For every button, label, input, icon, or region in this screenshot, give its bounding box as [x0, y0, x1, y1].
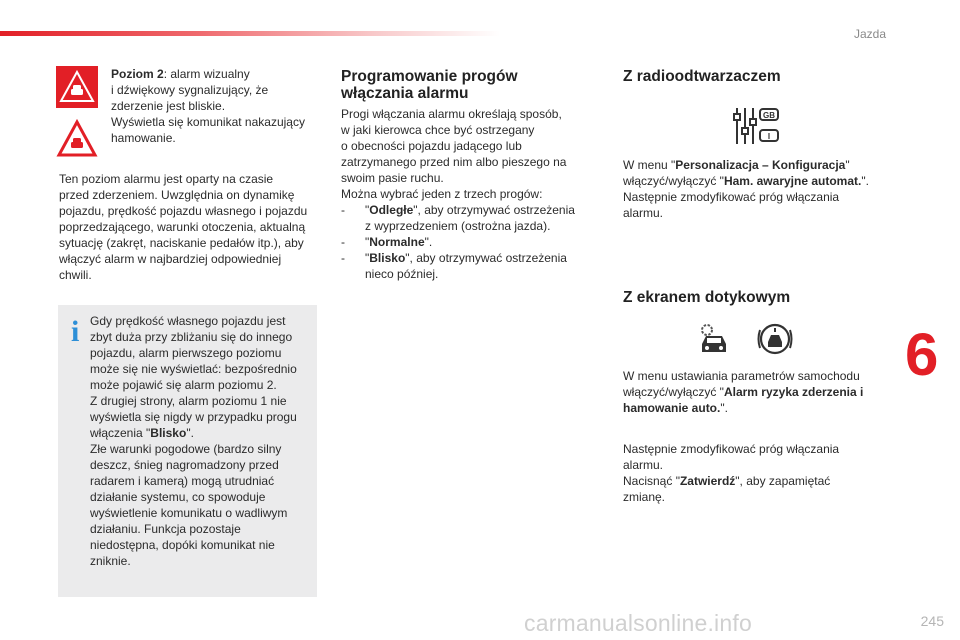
option-line [365, 202, 575, 218]
info-line: działanie systemu, co spowoduje [90, 490, 266, 504]
paragraph-line: sytuację (zakręt, naciskanie pedałów itp.), aby [59, 236, 304, 250]
paragraph-line: w jaki kierowca chce być ostrzegany [341, 123, 535, 137]
option-rest: ", aby otrzymywać ostrzeżenia [413, 203, 575, 217]
paragraph-line: zatrzymanego przed nim albo pieszego na [341, 155, 567, 169]
option-name: Normalne [369, 235, 425, 249]
info-note-text [90, 313, 310, 569]
info-line: może się nie wyświetlać: bezpośrednio [90, 362, 297, 376]
watermark: carmanualsonline.info [524, 610, 752, 636]
option-line [365, 250, 567, 266]
touchscreen-instructions [623, 368, 893, 416]
paragraph-line [623, 384, 893, 400]
radio-badge-top: GB [763, 111, 775, 120]
alarm-timing-paragraph [59, 171, 319, 283]
menu-name: Personalizacja – Konfiguracja [675, 158, 846, 172]
heading-line: Programowanie progów [341, 68, 518, 85]
paragraph-line: o obecności pojazdu jadącego lub [341, 139, 522, 153]
audio-settings-icon [731, 106, 781, 146]
header-accent-bar [0, 31, 500, 36]
paragraph-line: pojazdu, prędkość pojazdu własnego i pojazdu [59, 204, 308, 218]
info-icon: i [71, 315, 80, 348]
text-part: ", aby zapamiętać [735, 474, 831, 488]
collision-brake-icon [756, 322, 794, 356]
paragraph-line: Można wybrać jeden z trzech progów: [341, 187, 543, 201]
function-name: Alarm ryzyka zderzenia i [723, 385, 864, 399]
confirm-instructions [623, 441, 893, 505]
info-line: działaniu. Funkcja pozostaje [90, 522, 241, 536]
thresholds-text [341, 106, 581, 282]
info-line: Z drugiej strony, alarm poziomu 1 nie [90, 394, 287, 408]
radio-heading: Z radioodtwarzaczem [623, 68, 781, 85]
quote-mark: " [365, 251, 370, 265]
info-line: zniknie. [90, 554, 131, 568]
paragraph-line: przed zderzeniem. Uwzględnia on dynamikę [59, 188, 295, 202]
list-dash: - [341, 203, 345, 217]
paragraph-line [623, 173, 898, 189]
level2-line: zderzenie jest bliskie. [111, 99, 226, 113]
threshold-option-normal [341, 234, 581, 250]
radio-instructions [623, 157, 898, 221]
list-dash: - [341, 251, 345, 265]
paragraph-line [623, 473, 893, 489]
text-part: " [845, 158, 850, 172]
level2-line: hamowanie. [111, 131, 176, 145]
page-number: 245 [920, 613, 944, 629]
car-settings-icon [697, 322, 731, 356]
info-line-bold: Blisko [150, 426, 187, 440]
text-part: ". [861, 174, 869, 188]
option-rest: ". [424, 235, 433, 249]
text-part: włączyć/wyłączyć " [623, 385, 724, 399]
paragraph-line: zmianę. [623, 490, 666, 504]
option-line: nieco później. [365, 267, 439, 281]
paragraph-line: Następnie zmodyfikować próg włączania [623, 190, 840, 204]
text-part: włączyć/wyłączyć " [623, 174, 724, 188]
threshold-option-close [341, 250, 581, 282]
paragraph-line: alarmu. [623, 206, 664, 220]
level2-description [111, 66, 316, 146]
paragraph-line: alarmu. [623, 458, 664, 472]
section-title: Jazda [853, 27, 886, 41]
info-line: radarem i kamerą) mogą utrudniać [90, 474, 275, 488]
info-line: może pojawić się alarm poziomu 2. [90, 378, 277, 392]
chapter-number: 6 [905, 321, 939, 388]
level2-label-rest: : alarm wizualny [163, 67, 250, 81]
info-note-box [58, 305, 317, 597]
paragraph-line: włączyć alarm w najbardziej odpowiedniej [59, 252, 282, 266]
info-line: niedostępna, dopóki komunikat nie [90, 538, 275, 552]
option-rest: ", aby otrzymywać ostrzeżenia [405, 251, 567, 265]
paragraph-line [623, 400, 893, 416]
level2-label: Poziom 2 [111, 67, 164, 81]
collision-warning-filled-icon [56, 66, 98, 108]
info-line: wyświetla się nigdy w przypadku progu [90, 410, 297, 424]
quote-mark: " [365, 235, 370, 249]
function-name: hamowanie auto. [623, 401, 721, 415]
info-line-part: ". [186, 426, 194, 440]
thresholds-heading [341, 68, 561, 102]
option-line: z wyprzedzeniem (ostrożna jazda). [365, 219, 551, 233]
paragraph-line: poprzedzającego, warunki otoczenia, aktualną [59, 220, 306, 234]
info-line: zbyt duża przy zbliżaniu się do innego [90, 330, 293, 344]
info-line: wyświetlenie komunikatu o wadliwym [90, 506, 288, 520]
text-part: Nacisnąć " [623, 474, 680, 488]
info-line [90, 425, 310, 441]
info-line: Gdy prędkość własnego pojazdu jest [90, 314, 286, 328]
paragraph-line [623, 157, 898, 173]
paragraph-line: Progi włączania alarmu określają sposób, [341, 107, 562, 121]
button-name: Zatwierdź [679, 474, 736, 488]
paragraph-line: chwili. [59, 268, 92, 282]
paragraph-line: W menu ustawiania parametrów samochodu [623, 369, 860, 383]
function-name: Ham. awaryjne automat. [723, 174, 862, 188]
list-dash: - [341, 235, 345, 249]
level2-line: Wyświetla się komunikat nakazujący [111, 115, 305, 129]
heading-line: włączania alarmu [341, 85, 469, 102]
info-line: pojazdu, alarm pierwszego poziomu [90, 346, 282, 360]
option-line [365, 234, 432, 250]
touchscreen-heading: Z ekranem dotykowym [623, 289, 791, 306]
quote-mark: " [365, 203, 370, 217]
info-line-part: włączenia " [90, 426, 151, 440]
option-name: Blisko [369, 251, 406, 265]
info-line: deszcz, śnieg nagromadzony przed [90, 458, 279, 472]
radio-badge-bottom: I [767, 132, 771, 141]
paragraph-line: Ten poziom alarmu jest oparty na czasie [59, 172, 274, 186]
collision-warning-outline-icon [56, 118, 98, 160]
paragraph-line: swoim pasie ruchu. [341, 171, 444, 185]
text-part: ". [720, 401, 728, 415]
info-line: Złe warunki pogodowe (bardzo silny [90, 442, 282, 456]
paragraph-line: Następnie zmodyfikować próg włączania [623, 442, 840, 456]
option-name: Odległe [369, 203, 414, 217]
text-part: W menu " [623, 158, 676, 172]
level2-line: i dźwiękowy sygnalizujący, że [111, 83, 269, 97]
threshold-option-far [341, 202, 581, 234]
